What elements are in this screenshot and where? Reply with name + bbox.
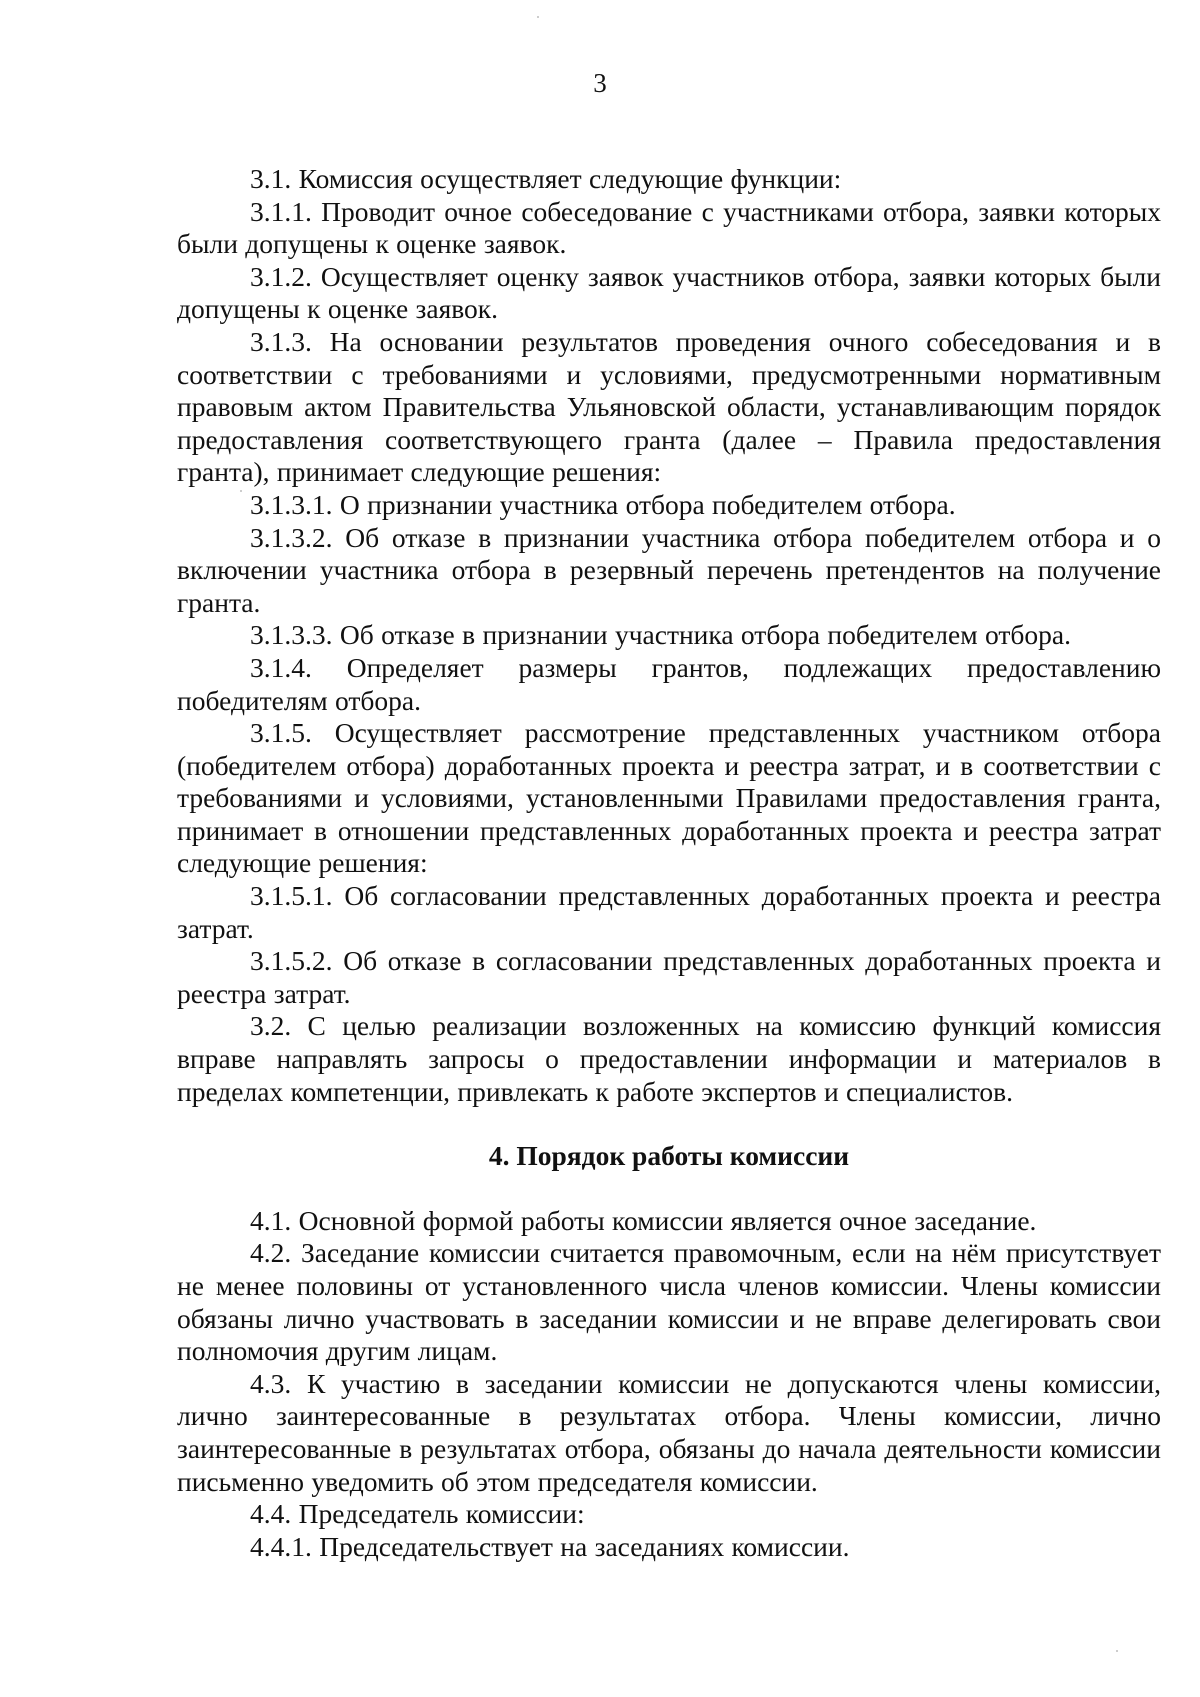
paragraph-3-1-5-1: 3.1.5.1. Об согласовании представленных доработанных проекта и реестра затрат. <box>177 880 1161 944</box>
paragraph-3-2: 3.2. С целью реализации возложенных на комиссию функций комиссия вправе направлять запросы о предоставлении информации и материалов в пределах компетенции, привлекать к работе экспертов и специалистов. <box>177 1010 1161 1107</box>
paragraph-3-1-5-2: 3.1.5.2. Об отказе в согласовании представленных доработанных проекта и реестра затрат. <box>177 945 1161 1009</box>
section-heading: 4. Порядок работы комиссии <box>488 1140 850 1172</box>
document-body <box>177 163 1161 1563</box>
paragraph-4-4: 4.4. Председатель комиссии: <box>250 1498 585 1530</box>
paragraph-4-2: 4.2. Заседание комиссии считается правомочным, если на нём присутствует не менее половины от установленного числа членов комиссии. Члены комиссии обязаны лично участвовать в заседании комиссии и не вправе делегировать свои полномочия другим лицам. <box>177 1237 1161 1367</box>
paragraph-4-4-1: 4.4.1. Председательствует на заседаниях комиссии. <box>250 1530 850 1562</box>
scan-speck <box>240 490 242 492</box>
paragraph-3-1-5: 3.1.5. Осуществляет рассмотрение представленных участником отбора (победителем отбора) доработанных проекта и реестра затрат, и в соответствии с требованиями и условиями, установленными Правилами предоставления гранта, принимает в отношении представленных доработанных проекта и реестра затрат следующие решения: <box>177 717 1161 879</box>
scan-speck <box>1116 1650 1118 1652</box>
paragraph-3-1-3-1: 3.1.3.1. О признании участника отбора победителем отбора. <box>250 488 956 520</box>
paragraph-3-1-3: 3.1.3. На основании результатов проведения очного собеседования и в соответствии с требованиями и условиями, предусмотренными нормативным правовым актом Правительства Ульяновской области, устанавливающим порядок предоставления соответствующего гранта (далее – Правила предоставления гранта), принимает следующие решения: <box>177 325 1161 488</box>
paragraph-3-1-2: 3.1.2. Осуществляет оценку заявок участников отбора, заявки которых были допущены к оценке заявок. <box>177 260 1161 325</box>
paragraph-3-1: 3.1. Комиссия осуществляет следующие функции: <box>250 163 842 194</box>
paragraph-3-1-3-3: 3.1.3.3. Об отказе в признании участника отбора победителем отбора. <box>250 619 1071 651</box>
paragraph-3-1-1: 3.1.1. Проводит очное собеседование с участниками отбора, заявки которых были допущены к оценке заявок. <box>177 195 1161 260</box>
scan-speck <box>537 16 539 18</box>
paragraph-4-1: 4.1. Основной формой работы комиссии является очное заседание. <box>250 1204 1037 1236</box>
page-number: 3 <box>593 68 607 98</box>
paragraph-4-3: 4.3. К участию в заседании комиссии не допускаются члены комиссии, лично заинтересованные в результатах отбора. Члены комиссии, лично заинтересованные в результатах отбора, обязаны до начала деятельности комиссии письменно уведомить об этом председателя комиссии. <box>177 1367 1161 1497</box>
paragraph-3-1-4: 3.1.4. Определяет размеры грантов, подлежащих предоставлению победителям отбора. <box>177 651 1161 716</box>
paragraph-3-1-3-2: 3.1.3.2. Об отказе в признании участника отбора победителем отбора и о включении участника отбора в резервный перечень претендентов на получение гранта. <box>177 521 1161 618</box>
